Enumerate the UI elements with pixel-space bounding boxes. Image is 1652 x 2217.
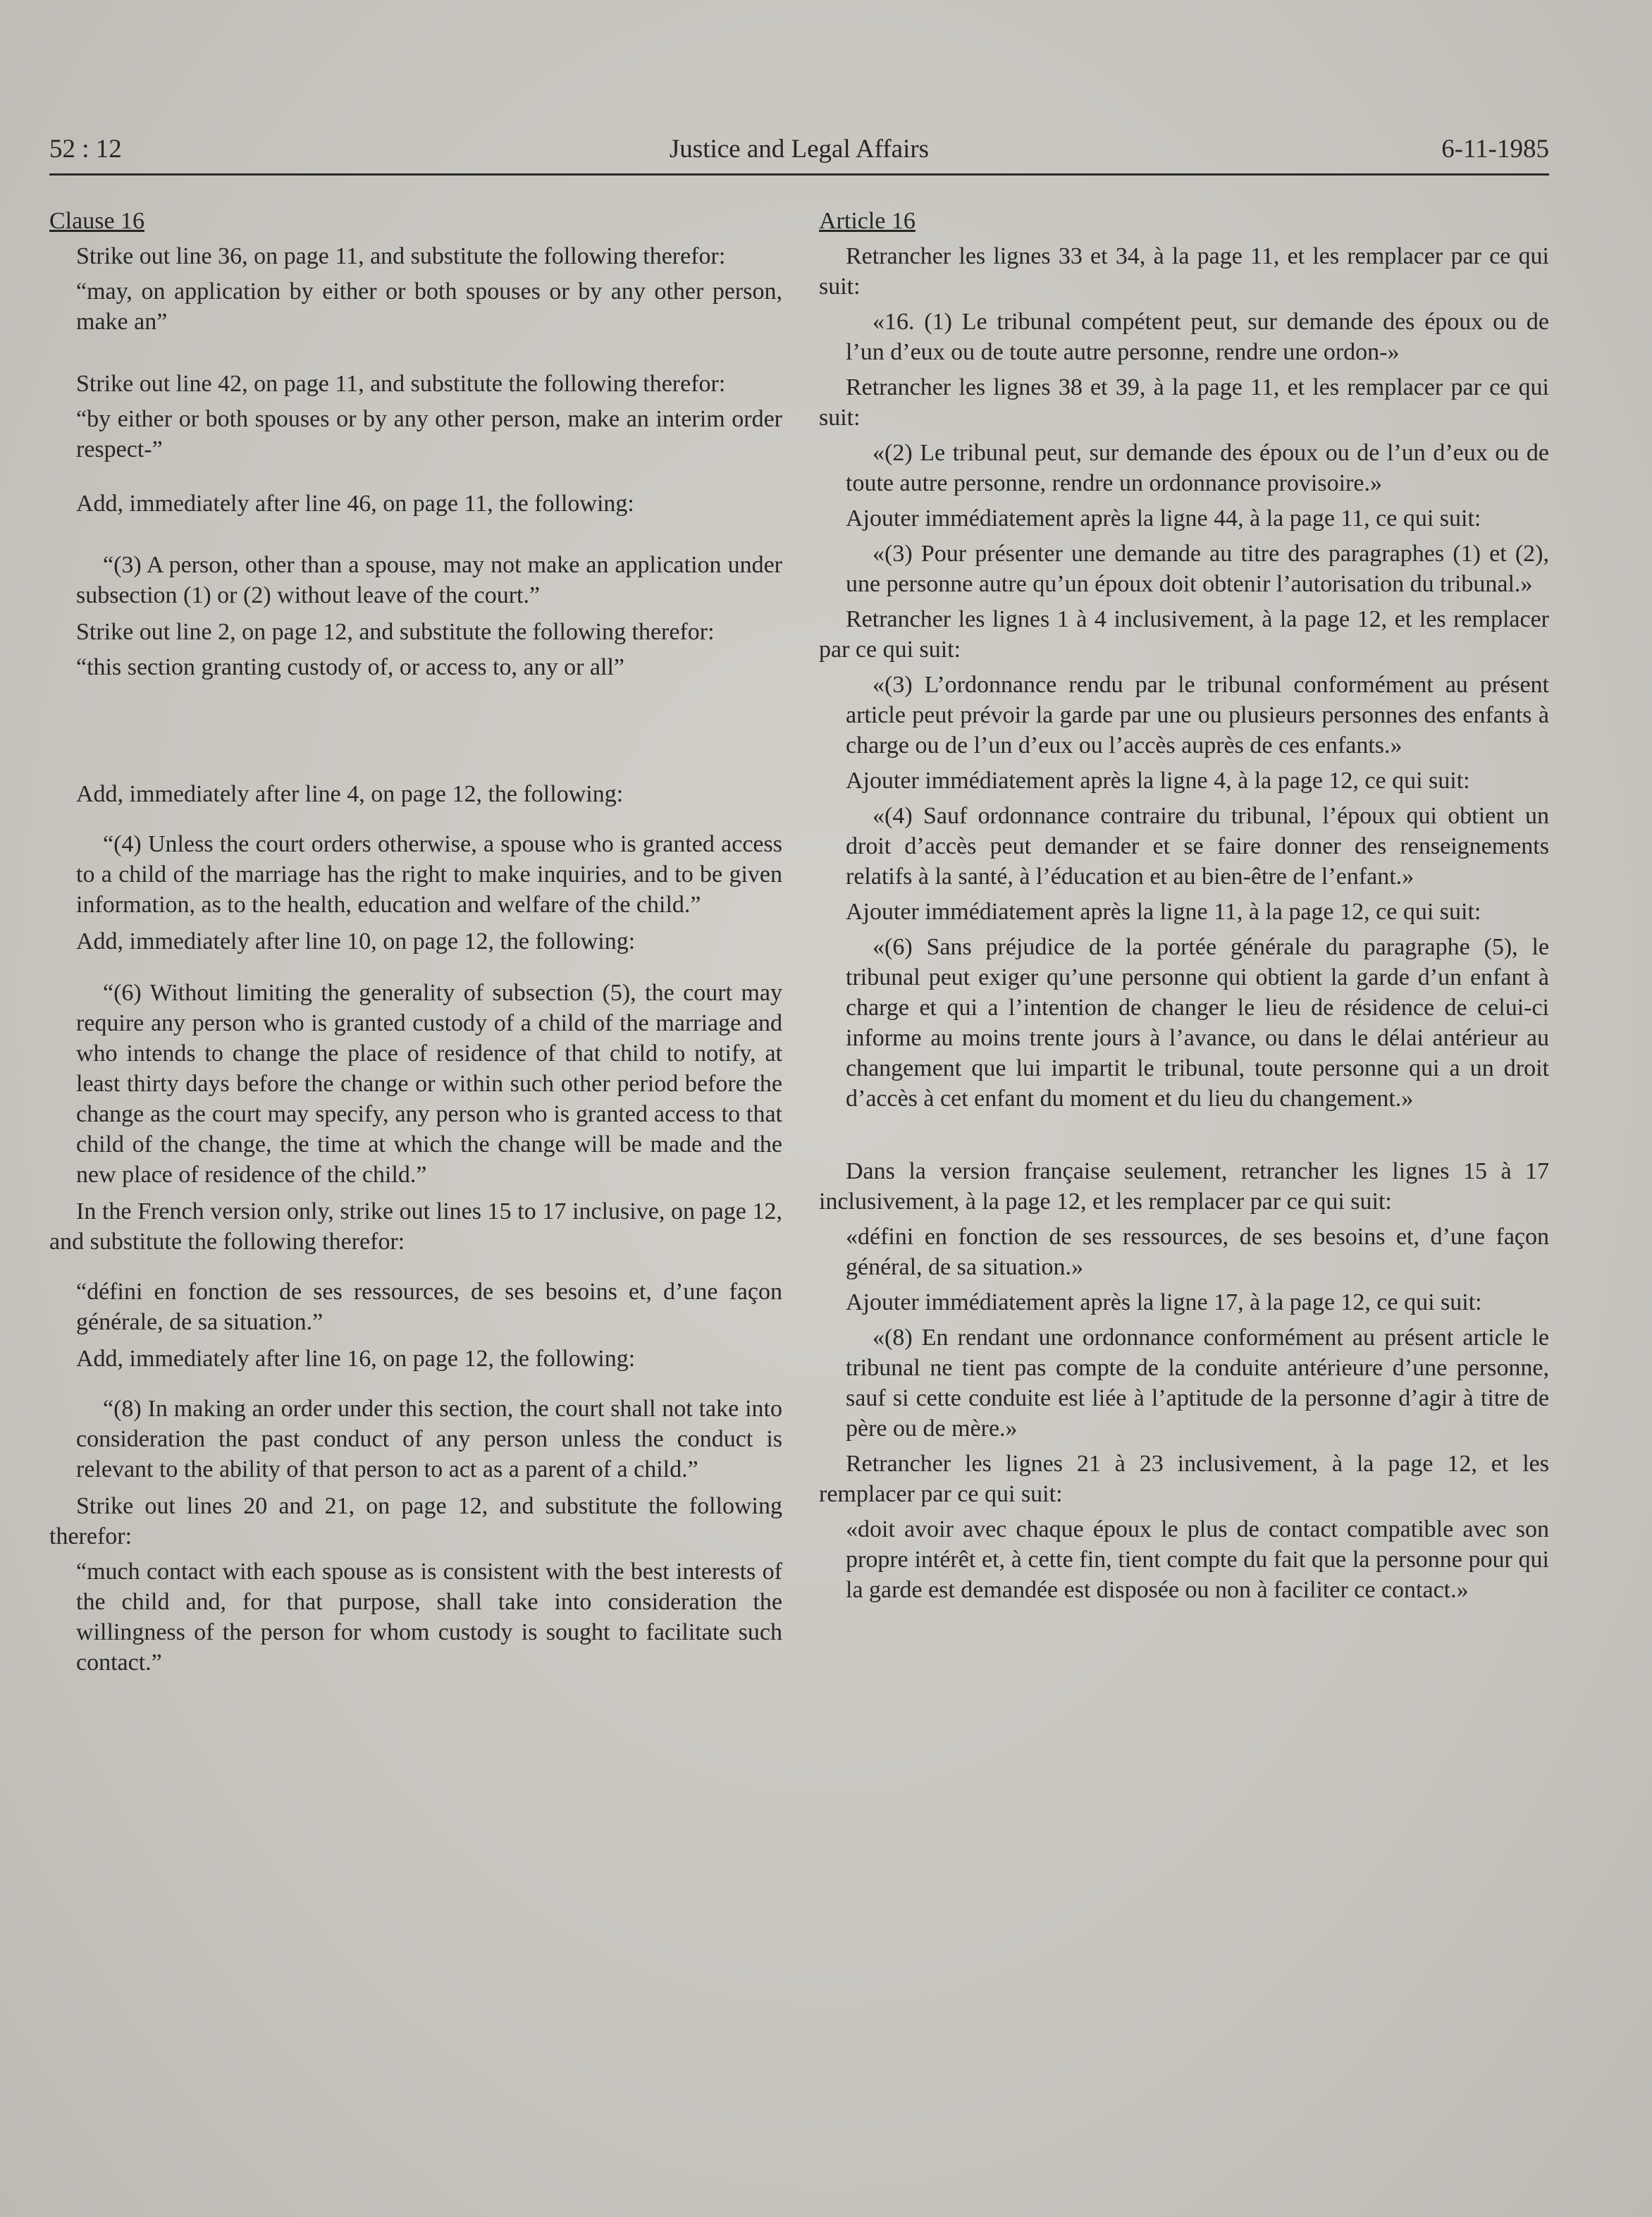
amendment-text-fr-9: «doit avoir avec chaque époux le plus de contact compatible avec son propre intérêt et, à cette fin, tient compte du fait que la personne pour qui la garde est demandée est disposée ou non à faciliter ce contact.» [846,1516,1549,1603]
amendment-text-fr-8: «(8) En rendant une ordonnance conformément au présent article le tribunal ne tient pas compte de la conduite antérieure d’une personne, sauf si cette conduite est liée à l’aptitude de la personne d’agir à titre de père ou de mère.» [846,1325,1549,1442]
instruction-fr-5: Ajouter immédiatement après la ligne 4, à la page 12, ce qui suit: [846,768,1470,794]
amendment-text-8: “(8) In making an order under this section, the court shall not take into consideration the past conduct of any person unless the conduct is relevant to the ability of that person to act as a parent of a child.” [76,1396,782,1482]
instruction-7: In the French version only, strike out lines 15 to 17 inclusive, on page 12, and substitute the following therefor: [49,1198,782,1255]
amendment-text-5: “(4) Unless the court orders otherwise, a spouse who is granted access to a child of the marriage has the right to make inquiries, and to be given information, as to the health, education and welfare of the child.” [76,831,782,918]
page-number: 52 : 12 [49,135,122,164]
amendment-text-fr-1: «16. (1) Le tribunal compétent peut, sur demande des époux ou de l’un d’eux ou de toute autre personne, rendre une ordon-» [846,309,1549,365]
instruction-2: Strike out line 42, on page 11, and substitute the following therefor: [76,371,726,397]
header-date: 6-11-1985 [1441,135,1549,164]
french-column [819,206,1549,1605]
amendment-text-7: “défini en fonction de ses ressources, de ses besoins et, d’une façon générale, de sa situation.” [76,1279,782,1335]
instruction-1: Strike out line 36, on page 11, and substitute the following therefor: [76,243,726,269]
amendment-text-4: “this section granting custody of, or access to, any or all” [76,654,624,680]
instruction-fr-6: Ajouter immédiatement après la ligne 11, à la page 12, ce qui suit: [846,899,1481,925]
instruction-3: Add, immediately after line 46, on page 11, the following: [76,491,634,517]
instruction-6: Add, immediately after line 10, on page 12, the following: [76,928,636,954]
english-column [49,206,782,1678]
instruction-fr-1: Retrancher les lignes 33 et 34, à la page 11, et les remplacer par ce qui suit: [819,243,1549,300]
instruction-8: Add, immediately after line 16, on page 12, the following: [76,1346,636,1372]
instruction-4: Strike out line 2, on page 12, and substitute the following therefor: [76,619,715,645]
amendment-text-fr-2: «(2) Le tribunal peut, sur demande des époux ou de l’un d’eux ou de toute autre personne, rendre un ordonnance provisoire.» [846,440,1549,496]
running-title: Justice and Legal Affairs [669,135,930,164]
amendment-text-1: “may, on application by either or both spouses or by any other person, make an” [76,278,782,335]
header-rule [49,173,1549,176]
amendment-text-fr-3: «(3) Pour présenter une demande au titre des paragraphes (1) et (2), une personne autre qu’un époux doit obtenir l’autorisation du tribunal.» [846,541,1549,597]
amendment-text-fr-5: «(4) Sauf ordonnance contraire du tribunal, l’époux qui obtient un droit d’accès peut demander et se faire donner des renseignements relatifs à la santé, à l’éducation et au bien-être de l’enfant.» [846,803,1549,890]
instruction-fr-9: Retrancher les lignes 21 à 23 inclusivement, à la page 12, et les remplacer par ce qui suit: [819,1451,1549,1507]
clause-heading: Clause 16 [49,208,145,234]
instruction-5: Add, immediately after line 4, on page 12, the following: [76,781,624,807]
amendment-text-6: “(6) Without limiting the generality of subsection (5), the court may require any person who is granted custody of a child of the marriage and who intends to change the place of residence of that child to notify, at least thirty days before the change or within such other period before the change as the court may specify, any person who is granted access to that child of the change, the time at which the change will be made and the new place of residence of the child.” [76,980,782,1188]
instruction-fr-7: Dans la version française seulement, retrancher les lignes 15 à 17 inclusivement, à la page 12, et les remplacer par ce qui suit: [819,1158,1549,1215]
instruction-fr-8: Ajouter immédiatement après la ligne 17, à la page 12, ce qui suit: [846,1289,1482,1315]
amendment-text-3: “(3) A person, other than a spouse, may not make an application under subsection (1) or (2) without leave of the court.” [76,552,782,608]
amendment-text-9: “much contact with each spouse as is consistent with the best interests of the child and, for that purpose, shall take into consideration the willingness of the person for whom custody is sought to facilitate such contact.” [76,1559,782,1676]
article-heading: Article 16 [819,208,916,234]
instruction-fr-2: Retrancher les lignes 38 et 39, à la page 11, et les remplacer par ce qui suit: [819,374,1549,431]
amendment-text-fr-6: «(6) Sans préjudice de la portée générale du paragraphe (5), le tribunal peut exiger qu’une personne qui obtient la garde d’un enfant à charge et qui a l’intention de changer le lieu de résidence de celui-ci informe au moins trente jours à l’avance, ou dans le délai antérieur au changement que lui impartit le tribunal, toute personne qui a un droit d’accès à cet enfant du moment et du lieu du changement.» [846,934,1549,1112]
page-header [49,134,1549,173]
instruction-fr-4: Retrancher les lignes 1 à 4 inclusivement, à la page 12, et les remplacer par ce qui suit: [819,606,1549,663]
amendment-text-2: “by either or both spouses or by any other person, make an interim order respect-” [76,406,782,462]
instruction-fr-3: Ajouter immédiatement après la ligne 44, à la page 11, ce qui suit: [846,505,1481,532]
amendment-text-fr-7: «défini en fonction de ses ressources, de ses besoins et, d’une façon général, de sa situation.» [846,1224,1549,1280]
instruction-9: Strike out lines 20 and 21, on page 12, and substitute the following therefor: [49,1493,782,1549]
amendment-text-fr-4: «(3) L’ordonnance rendu par le tribunal conformément au présent article peut prévoir la garde par une ou plusieurs personnes des enfants à charge ou de l’un d’eux ou l’accès auprès de ces enfants.» [846,672,1549,759]
